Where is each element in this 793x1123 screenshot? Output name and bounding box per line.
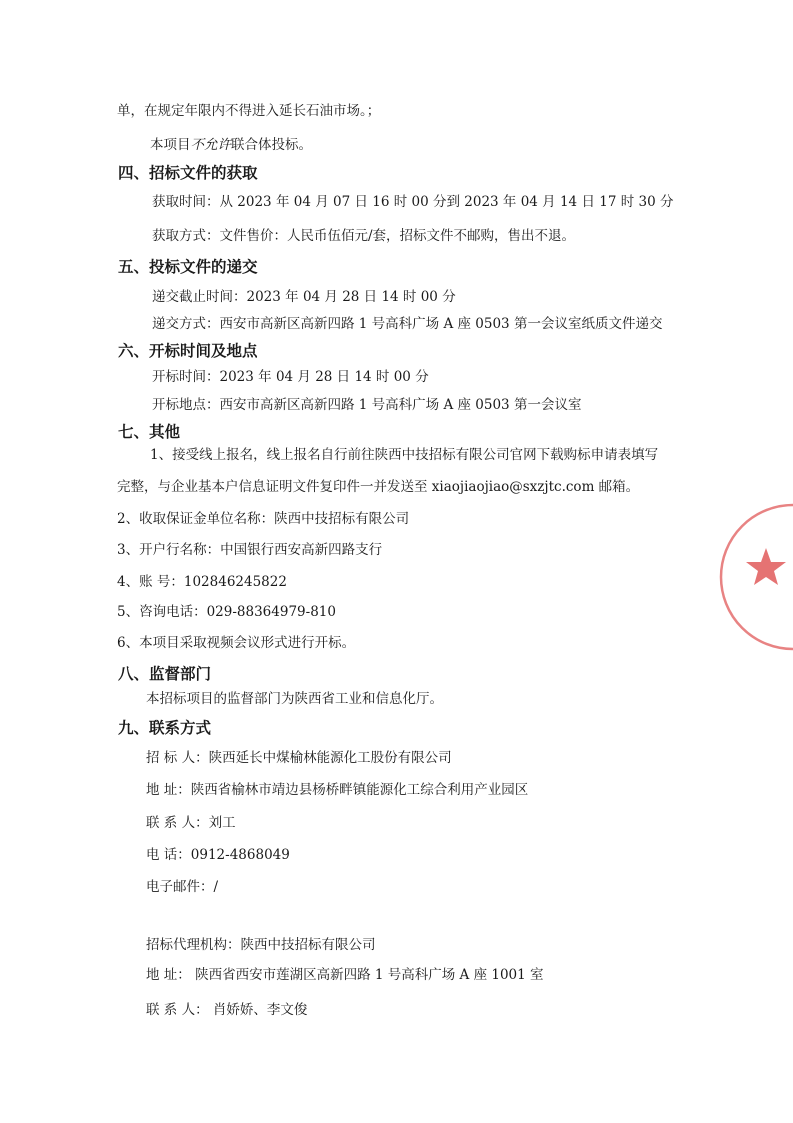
text-run: 本项目 <box>150 137 191 153</box>
contact-line: 电子邮件：/ <box>146 879 219 895</box>
paragraph-line <box>150 136 312 154</box>
paragraph-line: 递交截止时间：2023 年 04 月 28 日 14 时 00 分 <box>152 289 456 305</box>
section-heading-8: 八、监督部门 <box>118 665 212 683</box>
paragraph-line: 4、账 号：102846245822 <box>117 574 287 590</box>
section-heading-7: 七、其他 <box>118 423 181 441</box>
section-heading-5: 五、投标文件的递交 <box>118 258 258 276</box>
section-heading-9: 九、联系方式 <box>118 719 212 737</box>
section-heading-4: 四、招标文件的获取 <box>118 164 258 182</box>
paragraph-line: 获取时间：从 2023 年 04 月 07 日 16 时 00 分到 2023 年 04 月 14 日 17 时 30 分 <box>152 194 674 210</box>
paragraph-line: 开标地点：西安市高新区高新四路 1 号高科广场 A 座 0503 第一会议室 <box>152 397 582 413</box>
section-heading-6: 六、开标时间及地点 <box>118 342 258 360</box>
paragraph-line: 1、接受线上报名，线上报名自行前往陕西中技招标有限公司官网下载购标申请表填写 <box>150 447 659 463</box>
paragraph-line: 开标时间：2023 年 04 月 28 日 14 时 00 分 <box>152 369 429 385</box>
paragraph-line: 本招标项目的监督部门为陕西省工业和信息化厅。 <box>146 691 443 707</box>
contact-line: 招 标 人：陕西延长中煤榆林能源化工股份有限公司 <box>146 750 452 766</box>
contact-line: 联 系 人：刘工 <box>146 815 236 831</box>
contact-line: 电 话：0912-4868049 <box>146 847 290 863</box>
contact-line: 地 址： 陕西省西安市莲湖区高新四路 1 号高科广场 A 座 1001 室 <box>146 967 544 983</box>
paragraph-line: 3、开户行名称：中国银行西安高新四路支行 <box>117 542 383 558</box>
paragraph-line: 单，在规定年限内不得进入延长石油市场。； <box>117 103 381 119</box>
emphasis-text: 不允许 <box>190 137 231 153</box>
paragraph-line: 5、咨询电话：029-88364979-810 <box>117 604 336 620</box>
company-seal <box>718 492 793 662</box>
seal-star <box>746 548 786 585</box>
contact-line: 联 系 人： 肖娇娇、李文俊 <box>146 1002 308 1018</box>
paragraph-line: 6、本项目采取视频会议形式进行开标。 <box>117 635 356 651</box>
paragraph-line: 2、收取保证金单位名称：陕西中技招标有限公司 <box>117 511 410 527</box>
paragraph-line: 递交方式：西安市高新区高新四路 1 号高科广场 A 座 0503 第一会议室纸质文件递交 <box>152 316 663 332</box>
paragraph-line: 获取方式：文件售价：人民币伍佰元/套，招标文件不邮购，售出不退。 <box>152 228 576 244</box>
contact-line: 地 址：陕西省榆林市靖边县杨桥畔镇能源化工综合利用产业园区 <box>146 782 529 798</box>
paragraph-line: 完整，与企业基本户信息证明文件复印件一并发送至 xiaojiaojiao@sxzjtc.com 邮箱。 <box>117 479 640 495</box>
contact-line: 招标代理机构：陕西中技招标有限公司 <box>146 937 376 953</box>
text-run: 联合体投标。 <box>231 137 312 153</box>
